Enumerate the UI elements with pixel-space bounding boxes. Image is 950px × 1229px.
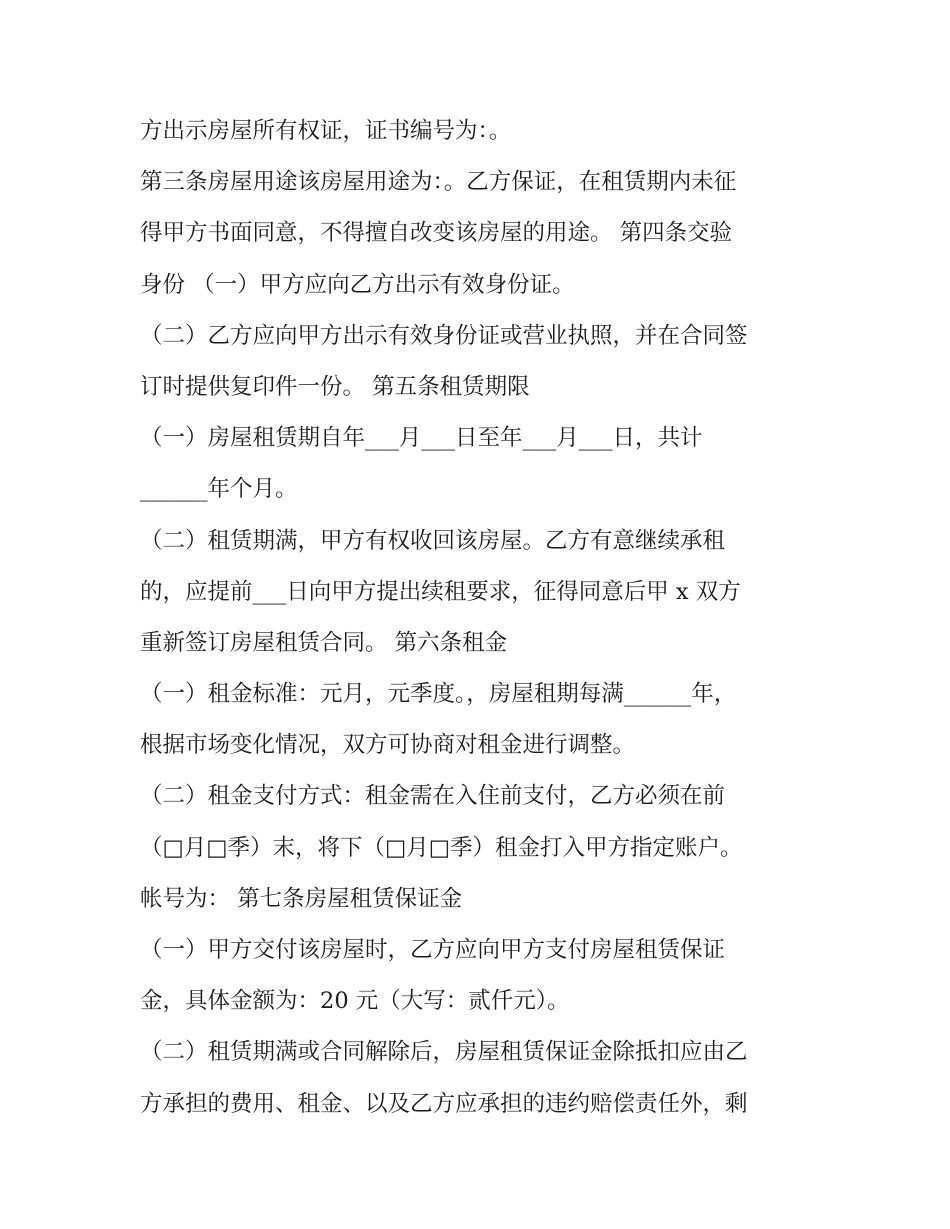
text-line: 重新签订房屋租赁合同。 第六条租金 — [140, 629, 508, 656]
text-line: （□月□季）末，将下（□月□季）租金打入甲方指定账户。 — [140, 834, 743, 861]
text-line: 帐号为： 第七条房屋租赁保证金 — [140, 885, 463, 912]
text-line: （一）租金标准：元月，元季度。，房屋租期每满______年， — [140, 681, 737, 708]
text-line: （一）甲方交付该房屋时，乙方应向甲方支付房屋租赁保证 — [140, 937, 726, 963]
text-line: 金，具体金额为：20 元（大写：贰仟元）。 — [140, 988, 570, 1015]
text-line: 根据市场变化情况，双方可协商对租金进行调整。 — [140, 732, 636, 759]
text-line: 得甲方书面同意，不得擅自改变该房屋的用途。 第四条交验 — [140, 220, 733, 247]
contract-body-text — [140, 106, 820, 1130]
text-line: （二）租金支付方式：租金需在入住前支付，乙方必须在前 — [140, 783, 726, 810]
text-line: 第三条房屋用途该房屋用途为：。乙方保证，在租赁期内未征 — [140, 169, 737, 196]
text-line: 订时提供复印件一份。 第五条租赁期限 — [140, 373, 530, 400]
text-line: 方出示房屋所有权证，证书编号为：。 — [140, 118, 512, 144]
text-line: （一）房屋租赁期自年___月___日至年___月___日，共计 — [140, 425, 703, 452]
text-line: 身份 （一）甲方应向乙方出示有效身份证。 — [140, 271, 575, 298]
text-line: （二）租赁期满或合同解除后，房屋租赁保证金除抵扣应由乙 — [140, 1039, 748, 1066]
text-line: 方承担的费用、租金、以及乙方应承担的违约赔偿责任外，剩 — [140, 1090, 748, 1117]
text-line: （二）租赁期满，甲方有权收回该房屋。乙方有意继续承租 — [140, 527, 726, 554]
text-line: （二）乙方应向甲方出示有效身份证或营业执照，并在合同签 — [140, 322, 748, 349]
text-line: 的，应提前___日向甲方提出续租要求，征得同意后甲 x 双方 — [140, 578, 741, 605]
text-line: ______年个月。 — [140, 476, 298, 503]
